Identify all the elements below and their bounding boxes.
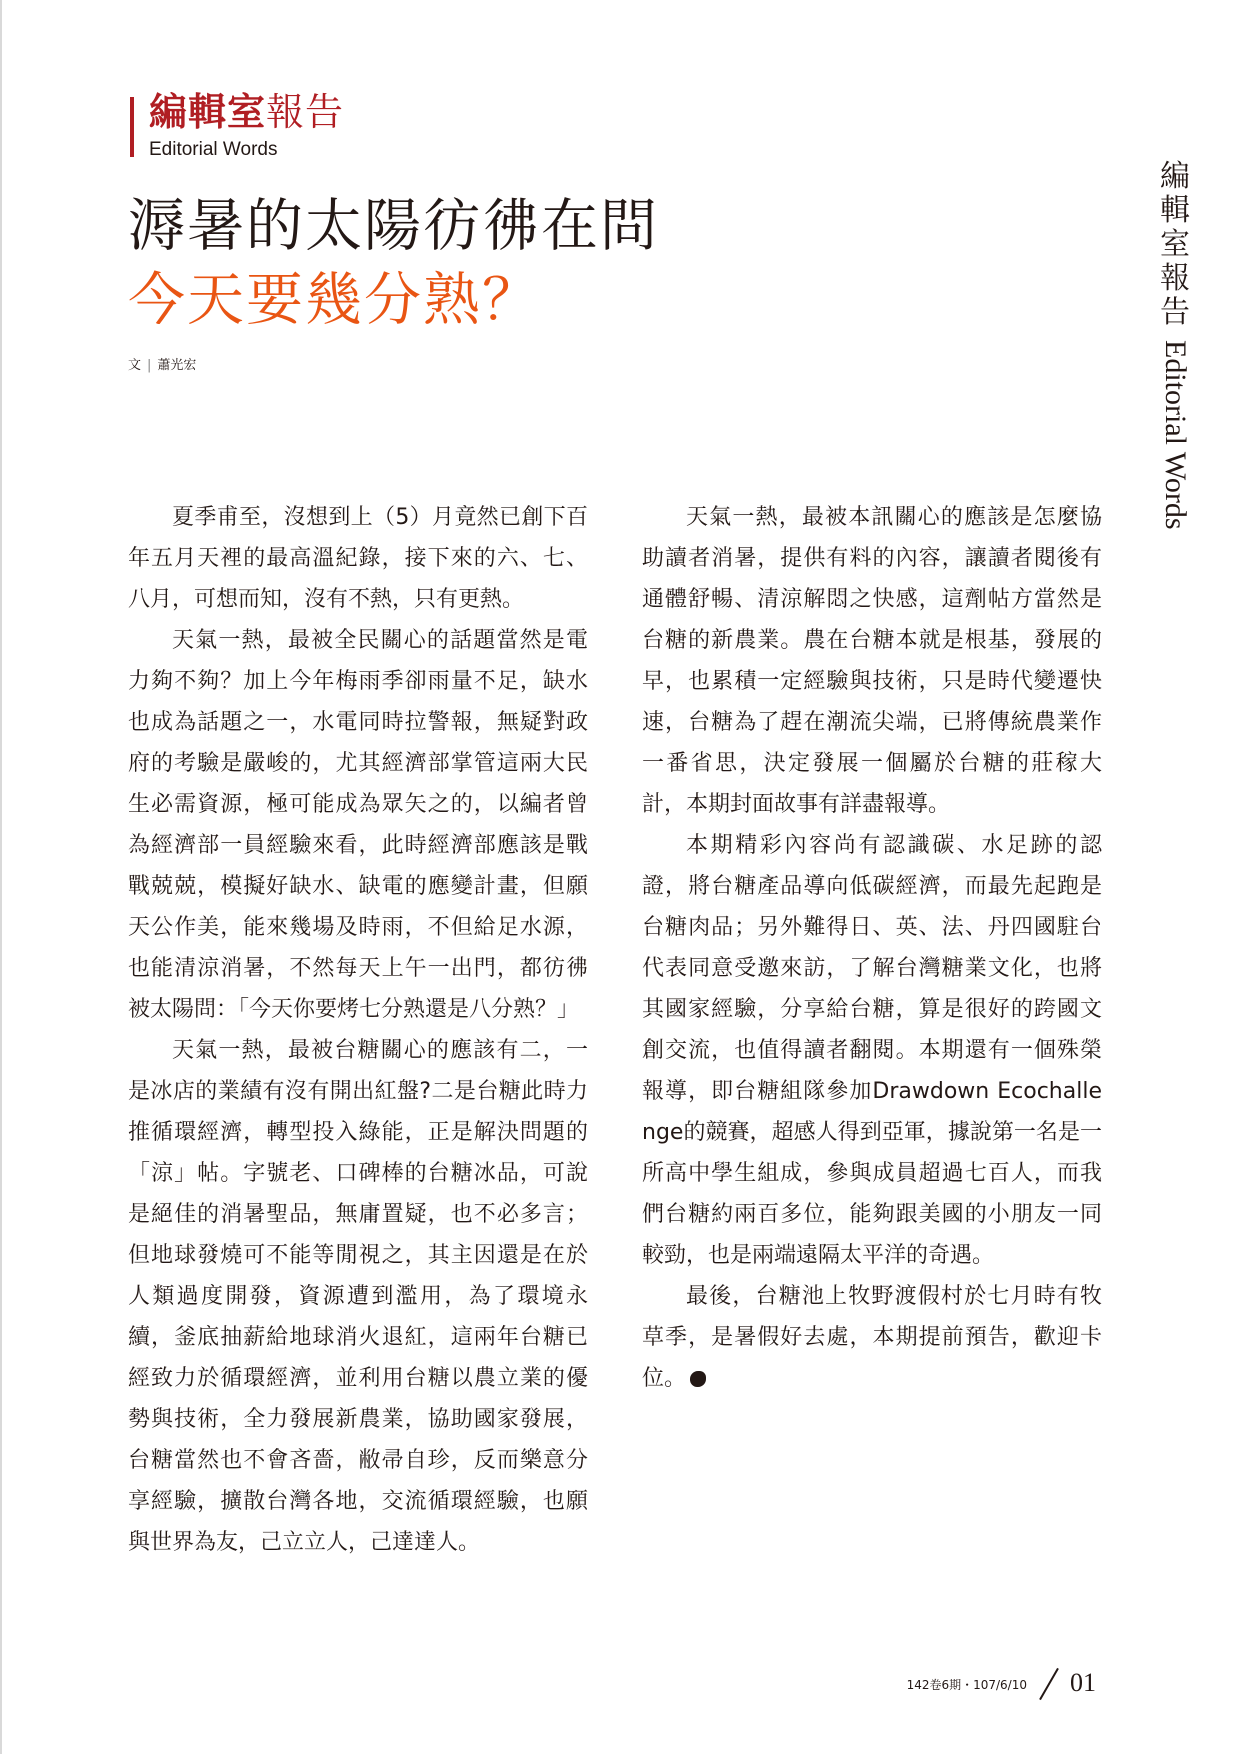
side-tab	[1158, 160, 1198, 530]
byline-label: 文	[128, 358, 142, 373]
body-column-right	[642, 497, 1102, 1399]
paragraph-last	[642, 1276, 1102, 1399]
end-mark-icon	[690, 1371, 706, 1387]
paragraph-last-text: 最後，台糖池上牧野渡假村於七月時有牧草季，是暑假好去處，本期提前預告，歡迎卡位。	[642, 1284, 1102, 1391]
body-column-left	[128, 497, 588, 1563]
page-number: 01	[1070, 1668, 1096, 1697]
section-subheading: Editorial Words	[149, 139, 278, 160]
side-tab-zh: 編輯室報告	[1160, 159, 1190, 330]
byline-separator: |	[147, 358, 152, 373]
byline-author: 蕭光宏	[157, 358, 197, 373]
paragraph: 天氣一熱，最被台糖關心的應該有二，一是冰店的業績有沒有開出紅盤?二是台糖此時力推循環經濟，轉型投入綠能，正是解決問題的「涼」帖。字號老、口碑棒的台糖冰品，可說是絕佳的消暑聖品，無庸置疑，也不必多言；但地球發燒可不能等閒視之，其主因還是在於人類過度開發，資源遭到濫用，為了環境永續，釜底抽薪給地球消火退紅，這兩年台糖已經致力於循環經濟，並利用台糖以農立業的優勢與技術，全力發展新農業，協助國家發展，台糖當然也不會吝嗇，敝帚自珍，反而樂意分享經驗，擴散台灣各地，交流循環經驗，也願與世界為友，己立立人，己達達人。	[128, 1038, 588, 1555]
footer-slash-divider	[1039, 1668, 1059, 1700]
paragraph: 本期精彩內容尚有認識碳、水足跡的認證，將台糖產品導向低碳經濟，而最先起跑是台糖肉品；另外難得日、英、法、丹四國駐台代表同意受邀來訪，了解台灣糖業文化，也將其國家經驗，分享給台糖，算是很好的跨國文創交流，也值得讀者翻閱。本期還有一個殊榮報導，即台糖組隊參加Drawdown Ecochallenge的競賽，超感人得到亞軍，據說第一名是一所高中學生組成，參與成員超過七百人，而我們台糖約兩百多位，能夠跟美國的小朋友一同較勁，也是兩端遠隔太平洋的奇遇。	[642, 833, 1102, 1268]
paragraph: 天氣一熱，最被本訊關心的應該是怎麼協助讀者消暑，提供有料的內容，讓讀者閱後有通體舒暢、清涼解悶之快感，這劑帖方當然是台糖的新農業。農在台糖本就是根基，發展的早，也累積一定經驗與技術，只是時代變遷快速，台糖為了趕在潮流尖端，已將傳統農業作一番省思，決定發展一個屬於台糖的莊稼大計，本期封面故事有詳盡報導。	[642, 505, 1102, 817]
paragraph: 夏季甫至，沒想到上（5）月竟然已創下百年五月天裡的最高溫紀錄，接下來的六、七、八月，可想而知，沒有不熱，只有更熱。	[128, 505, 588, 612]
section-accent-bar	[130, 97, 134, 157]
article-title-line-2: 今天要幾分熟？	[128, 267, 541, 333]
page-edge-line	[0, 0, 2, 1754]
section-heading-strong: 編輯室	[149, 90, 267, 134]
article-title-line-1: 溽暑的太陽彷彿在問	[128, 193, 659, 259]
section-heading-light: 報告	[266, 90, 345, 134]
page-footer	[906, 1666, 1112, 1702]
paragraph: 天氣一熱，最被全民關心的話題當然是電力夠不夠？加上今年梅雨季卻雨量不足，缺水也成為話題之一，水電同時拉警報，無疑對政府的考驗是嚴峻的，尤其經濟部掌管這兩大民生必需資源，極可能成為眾矢之的，以編者曾為經濟部一員經驗來看，此時經濟部應該是戰戰兢兢，模擬好缺水、缺電的應變計畫，但願天公作美，能來幾場及時雨，不但給足水源，也能清涼消暑，不然每天上午一出門，都彷彿被太陽問：「今天你要烤七分熟還是八分熟？」	[128, 628, 588, 1022]
section-heading	[149, 90, 344, 134]
side-tab-en: Editorial Words	[1159, 340, 1192, 530]
byline	[128, 354, 196, 373]
issue-info: 142卷6期・107/6/10	[906, 1678, 1027, 1692]
